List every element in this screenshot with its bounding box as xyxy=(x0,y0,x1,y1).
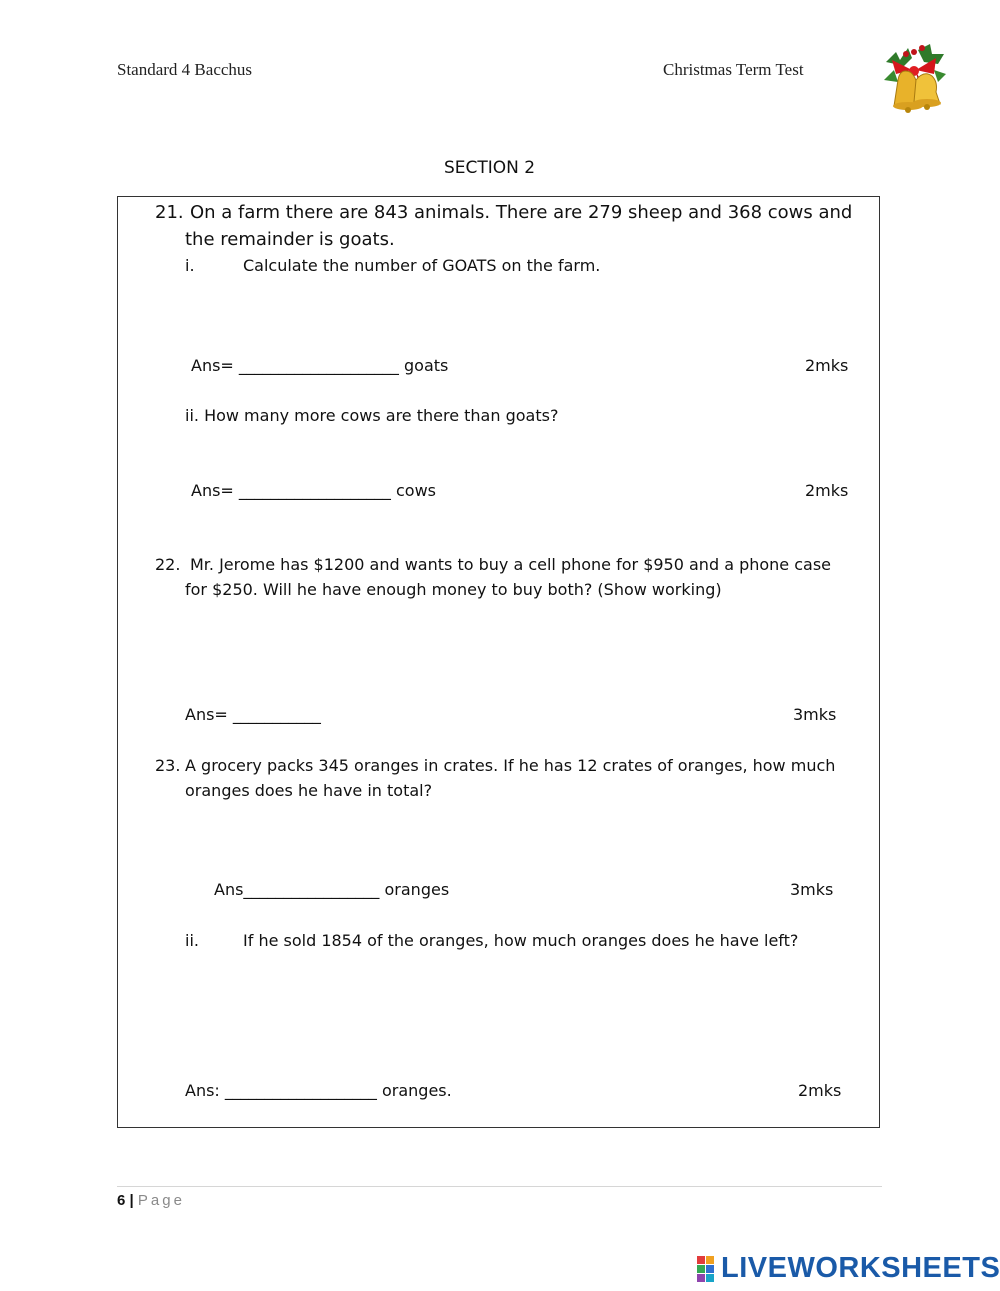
q22-line1: Mr. Jerome has $1200 and wants to buy a cell phone for $950 and a phone case xyxy=(190,555,832,574)
q22-number: 22. xyxy=(155,555,181,574)
page-number: 6 xyxy=(117,1192,126,1209)
section-title: SECTION 2 xyxy=(444,158,536,178)
q23-marks-2: 2mks xyxy=(798,1081,842,1100)
header-left: Standard 4 Bacchus xyxy=(117,60,253,79)
liveworksheets-blocks-icon xyxy=(697,1256,723,1286)
question-box xyxy=(117,196,880,1128)
q21-line1: On a farm there are 843 animals. There are 279 sheep and 368 cows and xyxy=(190,202,853,223)
q23-line2: oranges does he have in total? xyxy=(185,781,433,800)
q23-line1: A grocery packs 345 oranges in crates. If he has 12 crates of oranges, how much xyxy=(185,756,836,775)
footer-rule xyxy=(117,1186,882,1187)
q22-line2: for $250. Will he have enough money to buy both? (Show working) xyxy=(185,580,722,599)
q21-part-i-label: i. xyxy=(185,256,195,275)
q21-part-ii-text: ii. How many more cows are there than goats? xyxy=(185,406,559,425)
q21-answer-2[interactable]: Ans= ___________________ cows xyxy=(191,481,437,500)
q21-part-i-text: Calculate the number of GOATS on the farm. xyxy=(243,256,601,275)
q22-answer[interactable]: Ans= ___________ xyxy=(185,705,321,724)
q23-part-ii-text: If he sold 1854 of the oranges, how much oranges does he have left? xyxy=(243,931,799,950)
liveworksheets-wordmark[interactable]: LIVEWORKSHEETS xyxy=(721,1252,1000,1284)
q23-answer-2[interactable]: Ans: ___________________ oranges. xyxy=(185,1081,452,1100)
q22-marks: 3mks xyxy=(793,705,837,724)
page-separator: | xyxy=(129,1192,134,1209)
q21-marks-2: 2mks xyxy=(805,481,849,500)
christmas-bells-icon xyxy=(878,40,950,115)
header-right: Christmas Term Test xyxy=(663,60,804,79)
q23-marks-1: 3mks xyxy=(790,880,834,899)
q21-answer-1[interactable]: Ans= ____________________ goats xyxy=(191,356,449,375)
q23-part-ii-label: ii. xyxy=(185,931,199,950)
page-footer xyxy=(117,1192,185,1209)
page-word: Page xyxy=(137,1192,185,1209)
q21-line2: the remainder is goats. xyxy=(185,229,395,250)
q23-answer-1[interactable]: Ans_________________ oranges xyxy=(214,880,450,899)
q21-marks-1: 2mks xyxy=(805,356,849,375)
q21-number: 21. xyxy=(155,202,184,223)
q23-number: 23. xyxy=(155,756,181,775)
